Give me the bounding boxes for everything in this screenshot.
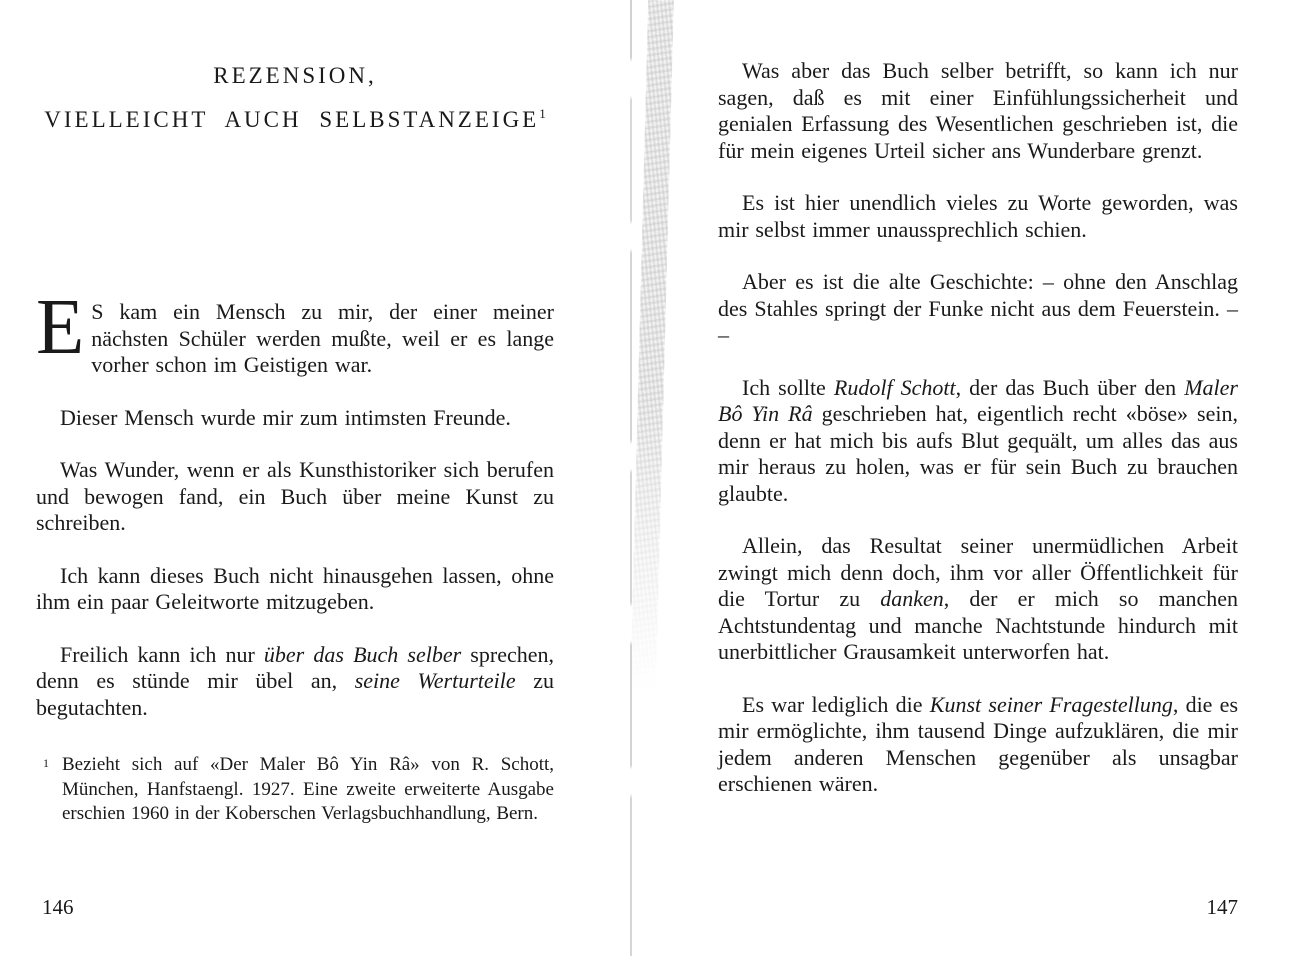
text-run: Was Wunder, wenn er als Kunsthistoriker sich berufen und bewogen fand, ein Buch über meine Kunst zu schreiben. (36, 457, 554, 535)
text-run: Freilich kann ich nur (60, 641, 264, 667)
text-run: S kam ein Mensch zu mir, der einer meiner nächsten Schüler werden mußte, weil er es lange vorher schon im Geistigen war. (91, 299, 554, 377)
gutter-scan-artifact (598, 0, 684, 956)
text-run: , der er mich so manchen Achtstundentag und manche Nachtstunde hindurch mit unerbittlicher Grausamkeit unterworfen hat. (718, 586, 1239, 664)
text-run: , die es mir ermöglichte, ihm tausend Dinge aufzuklären, die mir jedem anderen Menschen gegenüber als unsagbar erschienen wären. (718, 691, 1239, 796)
footnote-text: Bezieht sich auf «Der Maler Bô Yin Râ» von R. Schott, München, Hanfstaengl. 1927. Eine zweite erweiterte Ausgabe erschien 1960 in der Koberschen Verlagsbuchhandlung, Bern. (62, 754, 554, 824)
chapter-title-line-1: REZENSION, (213, 63, 377, 88)
paragraph (718, 692, 1238, 798)
text-run: Es war lediglich die (742, 691, 930, 717)
paragraph (36, 563, 554, 616)
text-run: Dieser Mensch wurde mir zum intimsten Freunde. (60, 404, 511, 430)
text-run: Was aber das Buch selber betrifft, so kann ich nur sagen, daß es mit einer Einfühlungssicherheit und genialen Erfassung des Wesentlichen geschrieben ist, die für mein eigenes Urteil sicher ans Wunderbare grenzt. (718, 58, 1238, 163)
italic-run: seine Werturteile (354, 668, 516, 693)
page-number-right: 147 (1206, 895, 1238, 919)
chapter-title-line-2 (36, 95, 554, 139)
left-page-body (36, 284, 554, 721)
paragraph (718, 269, 1238, 349)
paragraph (36, 405, 554, 432)
italic-run: Maler Bô Yin Râ (718, 374, 1238, 426)
text-run: , der das Buch über den (955, 374, 1185, 400)
chapter-title (36, 57, 554, 139)
italic-run: danken (880, 586, 944, 611)
paragraph (718, 375, 1238, 508)
paragraph (36, 284, 554, 379)
right-page-body (718, 58, 1238, 798)
text-run: zu begutachten. (36, 668, 554, 720)
text-run: Aber es ist die alte Geschichte: – ohne den Anschlag des Stahles springt der Funke nicht aus dem Feuerstein. – – (718, 269, 1238, 347)
footnote (36, 753, 554, 827)
footnote-marker: 1 (43, 756, 49, 770)
text-run: Allein, das Resultat seiner unermüdlichen Arbeit zwingt mich denn doch, ihm vor aller Öffentlichkeit für die Tortur zu (718, 533, 1238, 611)
right-page (718, 58, 1238, 798)
page-number-left: 146 (42, 895, 74, 919)
title-footnote-reference: 1 (539, 106, 546, 121)
paragraph (36, 457, 554, 537)
gutter-noise-band (630, 0, 674, 690)
text-run: sprechen, denn es stünde mir übel an, (36, 641, 554, 693)
paragraph (718, 58, 1238, 164)
text-run: Ich sollte (742, 374, 834, 400)
text-run: Es ist hier unendlich vieles zu Worte geworden, was mir selbst immer unaussprechlich schien. (718, 190, 1238, 242)
text-run: geschrieben hat, eigentlich recht «böse» sein, denn er hat mich bis aufs Blut gequält, um alles das aus mir heraus zu holen, was er für sein Buch zu brauchen glaubte. (718, 401, 1238, 506)
paragraph (718, 533, 1238, 666)
italic-run: Kunst seiner Fragestellung (929, 691, 1173, 717)
text-run: Ich kann dieses Buch nicht hinausgehen lassen, ohne ihm ein paar Geleitworte mitzugeben. (36, 562, 554, 614)
drop-cap: E (36, 284, 85, 371)
paragraph (718, 190, 1238, 243)
italic-run: über das Buch selber (263, 641, 462, 667)
paragraph (36, 642, 554, 722)
left-page (36, 57, 554, 827)
chapter-title-line-2-text: VIELLEICHT AUCH SELBSTANZEIGE (44, 107, 540, 132)
italic-run: Rudolf Schott (833, 374, 956, 400)
gutter-fold-line (630, 0, 632, 956)
